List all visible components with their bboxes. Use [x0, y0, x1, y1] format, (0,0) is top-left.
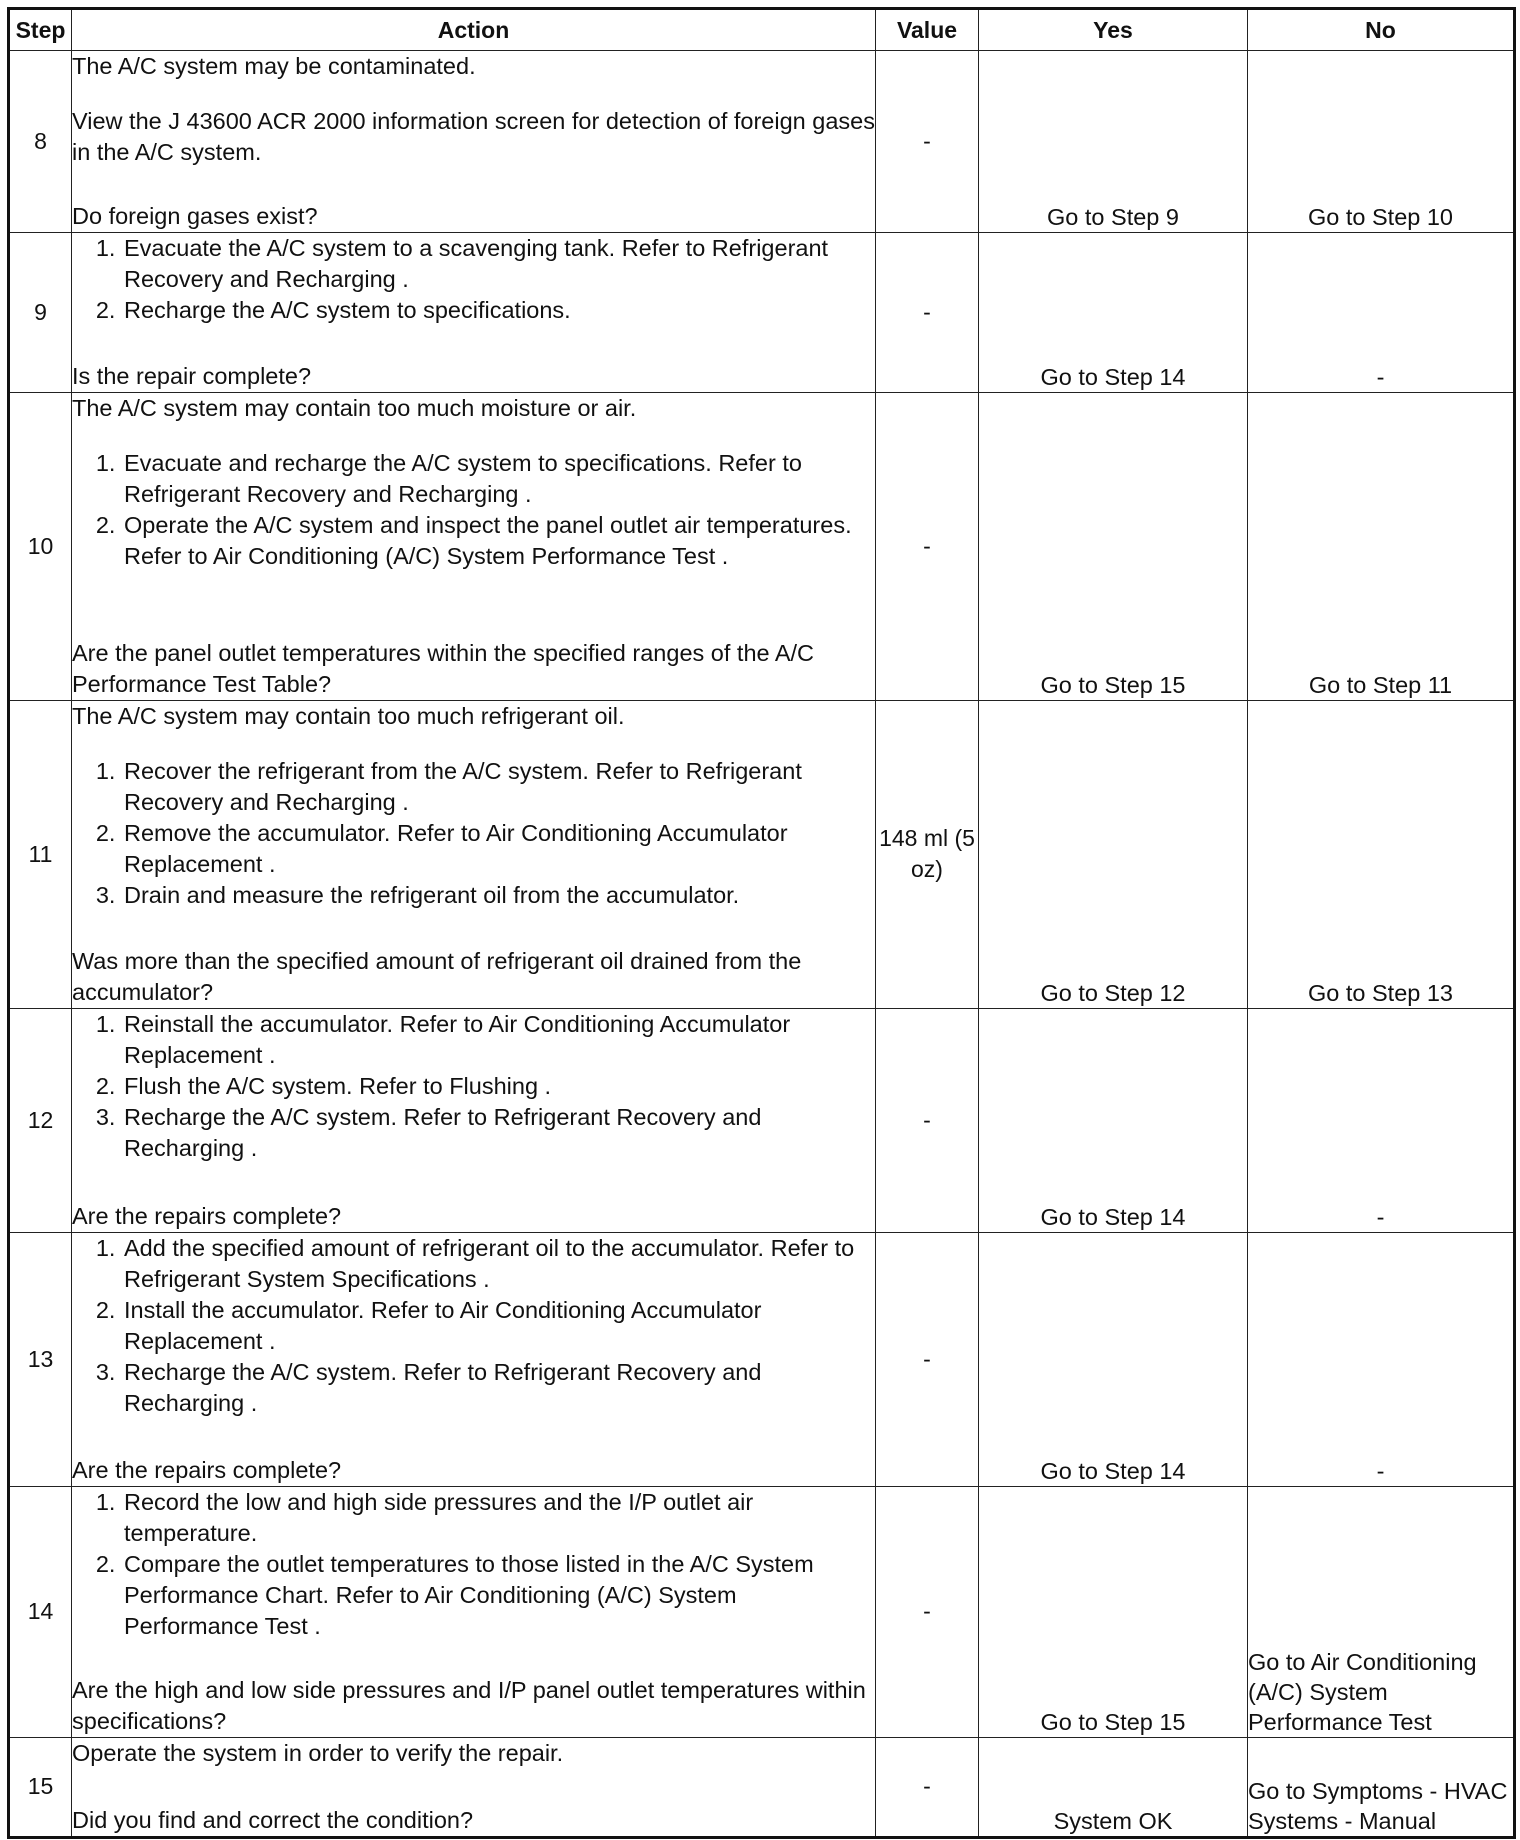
value-cell: - — [876, 393, 979, 700]
header-value: Value — [876, 9, 979, 51]
value-cell: - — [876, 1737, 979, 1837]
action-step-item: 2. Remove the accumulator. Refer to Air Conditioning Accumulator Replacement . — [122, 818, 875, 880]
header-row — [9, 9, 1515, 51]
action-question: Are the panel outlet temperatures within the specified ranges of the A/C Performance Test Table? — [72, 639, 814, 697]
action-step-item: 3. Recharge the A/C system. Refer to Refrigerant Recovery and Recharging . — [122, 1102, 875, 1164]
action-step-list — [72, 1233, 875, 1419]
header-yes: Yes — [979, 9, 1248, 51]
action-body — [72, 393, 875, 572]
header-step: Step — [9, 9, 72, 51]
header-no: No — [1248, 9, 1515, 51]
yes-result: Go to Step 15 — [979, 1486, 1248, 1737]
step-number: 10 — [9, 393, 72, 700]
action-step-item: 1. Evacuate the A/C system to a scavenging tank. Refer to Refrigerant Recovery and Recharging . — [122, 233, 875, 295]
action-cell — [72, 393, 876, 700]
action-step-list — [72, 233, 875, 326]
action-cell — [72, 51, 876, 233]
step-number: 12 — [9, 1008, 72, 1232]
action-intro-text: The A/C system may contain too much refrigerant oil. — [72, 702, 625, 729]
step-number: 15 — [9, 1737, 72, 1837]
step-number: 11 — [9, 700, 72, 1008]
no-result: Go to Step 11 — [1248, 393, 1515, 700]
paragraph-spacer — [72, 732, 875, 756]
action-intro-text: The A/C system may be contaminated. — [72, 53, 476, 79]
action-cell — [72, 1486, 876, 1737]
yes-result: Go to Step 14 — [979, 1232, 1248, 1486]
no-result: - — [1248, 1008, 1515, 1232]
action-body — [72, 1487, 875, 1642]
action-step-item: 2. Operate the A/C system and inspect the panel outlet air temperatures. Refer to Air Conditioning (A/C) System Performance Test . — [122, 510, 875, 572]
yes-result: Go to Step 14 — [979, 1008, 1248, 1232]
action-question: Are the repairs complete? — [72, 1202, 342, 1229]
no-result: Go to Step 13 — [1248, 700, 1515, 1008]
value-cell: - — [876, 1232, 979, 1486]
header-action: Action — [72, 9, 876, 51]
action-step-item: 1. Evacuate and recharge the A/C system to specifications. Refer to Refrigerant Recovery and Recharging . — [122, 448, 875, 510]
action-content — [72, 393, 875, 699]
action-step-list — [72, 1487, 875, 1642]
value-cell: - — [876, 232, 979, 393]
table-body — [9, 51, 1515, 1838]
action-body — [72, 233, 875, 326]
action-step-list — [72, 1009, 875, 1164]
action-step-item: 2. Flush the A/C system. Refer to Flushing . — [122, 1071, 875, 1102]
action-step-item: 2. Recharge the A/C system to specifications. — [122, 295, 875, 326]
action-question: Are the repairs complete? — [72, 1456, 342, 1483]
step-number: 14 — [9, 1486, 72, 1737]
table-row — [9, 232, 1515, 393]
action-step-item: 1. Reinstall the accumulator. Refer to Air Conditioning Accumulator Replacement . — [122, 1009, 875, 1071]
no-result: - — [1248, 1232, 1515, 1486]
action-intro-text: View the J 43600 ACR 2000 information screen for detection of foreign gases in the A/C system. — [72, 108, 875, 165]
action-question: Did you find and correct the condition? — [72, 1807, 474, 1833]
action-body — [72, 1009, 875, 1164]
value-cell: - — [876, 1486, 979, 1737]
action-question: Was more than the specified amount of refrigerant oil drained from the accumulator? — [72, 947, 802, 1005]
action-body — [72, 1738, 875, 1769]
action-cell — [72, 1232, 876, 1486]
table-row — [9, 1486, 1515, 1737]
action-step-list — [72, 448, 875, 572]
action-content — [72, 1738, 875, 1836]
action-content — [72, 701, 875, 1008]
action-body — [72, 1233, 875, 1419]
action-step-item: 3. Drain and measure the refrigerant oil from the accumulator. — [122, 880, 875, 911]
step-number: 13 — [9, 1232, 72, 1486]
action-content — [72, 233, 875, 393]
action-body — [72, 51, 875, 168]
action-cell — [72, 232, 876, 393]
no-result: Go to Symptoms - HVAC Systems - Manual — [1248, 1737, 1515, 1837]
action-cell — [72, 1737, 876, 1837]
yes-result: Go to Step 12 — [979, 700, 1248, 1008]
yes-result: System OK — [979, 1737, 1248, 1837]
action-content — [72, 1233, 875, 1486]
action-cell — [72, 1008, 876, 1232]
value-cell: - — [876, 51, 979, 233]
no-result: Go to Air Conditioning (A/C) System Performance Test — [1248, 1486, 1515, 1737]
action-step-item: 1. Add the specified amount of refrigerant oil to the accumulator. Refer to Refrigerant System Specifications . — [122, 1233, 875, 1295]
action-step-item: 2. Install the accumulator. Refer to Air Conditioning Accumulator Replacement . — [122, 1295, 875, 1357]
table-row — [9, 1232, 1515, 1486]
action-content — [72, 1009, 875, 1232]
action-body — [72, 701, 875, 911]
step-number: 8 — [9, 51, 72, 233]
table-row — [9, 700, 1515, 1008]
action-step-item: 1. Record the low and high side pressures and the I/P outlet air temperature. — [122, 1487, 875, 1549]
yes-result: Go to Step 14 — [979, 232, 1248, 393]
action-content — [72, 1487, 875, 1737]
step-number: 9 — [9, 232, 72, 393]
action-step-item: 3. Recharge the A/C system. Refer to Refrigerant Recovery and Recharging . — [122, 1357, 875, 1419]
yes-result: Go to Step 15 — [979, 393, 1248, 700]
paragraph-spacer — [72, 424, 875, 448]
action-intro-text: The A/C system may contain too much moisture or air. — [72, 395, 637, 422]
action-content — [72, 51, 875, 232]
action-step-list — [72, 756, 875, 911]
table-row — [9, 1008, 1515, 1232]
no-result: Go to Step 10 — [1248, 51, 1515, 233]
action-cell — [72, 700, 876, 1008]
yes-result: Go to Step 9 — [979, 51, 1248, 233]
action-question: Is the repair complete? — [72, 363, 312, 390]
table-row — [9, 51, 1515, 233]
diagnostic-table — [7, 7, 1516, 1839]
value-cell: 148 ml (5 oz) — [876, 700, 979, 1008]
action-question: Are the high and low side pressures and I/P panel outlet temperatures within specifications? — [72, 1676, 866, 1734]
table-row — [9, 393, 1515, 700]
table-row — [9, 1737, 1515, 1837]
action-step-item: 1. Recover the refrigerant from the A/C system. Refer to Refrigerant Recovery and Recharging . — [122, 756, 875, 818]
action-step-item: 2. Compare the outlet temperatures to those listed in the A/C System Performance Chart. Refer to Air Conditioning (A/C) System Performance Test . — [122, 1549, 875, 1642]
value-cell: - — [876, 1008, 979, 1232]
no-result: - — [1248, 232, 1515, 393]
paragraph-spacer — [72, 82, 875, 106]
action-question: Do foreign gases exist? — [72, 202, 318, 229]
action-intro-text: Operate the system in order to verify the repair. — [72, 1739, 564, 1766]
